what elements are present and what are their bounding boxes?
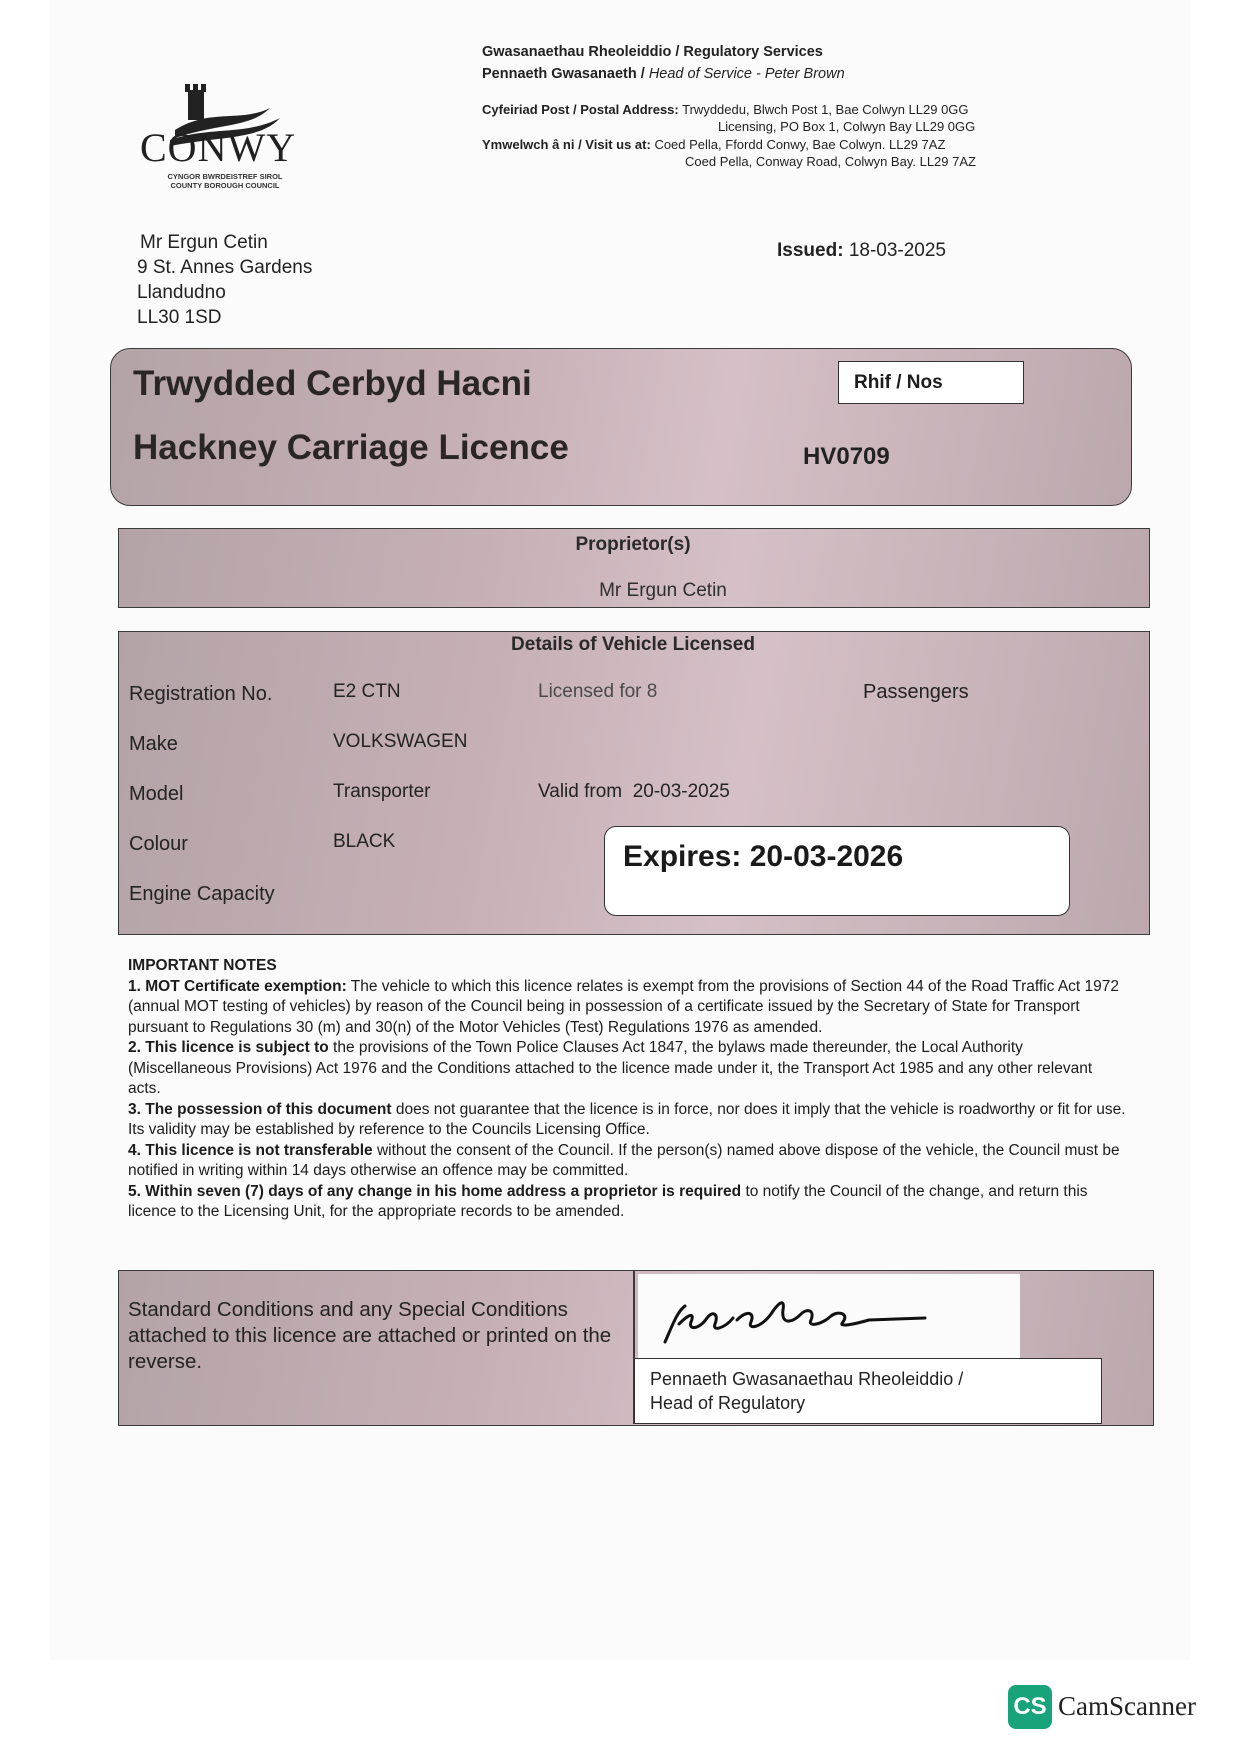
- recipient-town: Llandudno: [137, 282, 226, 303]
- note-4-lead: 4. This licence is not transferable: [128, 1141, 373, 1159]
- licence-title-english: Hackney Carriage Licence: [133, 428, 569, 467]
- model-label: Model: [129, 783, 184, 805]
- head-of-service: [482, 65, 845, 83]
- note-4: [128, 1141, 1128, 1182]
- signatory-title-english: Head of Regulatory: [650, 1393, 806, 1413]
- licensed-for: [538, 681, 657, 703]
- notes-heading: IMPORTANT NOTES: [128, 957, 277, 974]
- visit-label: Ymwelwch â ni / Visit us at:: [482, 137, 651, 152]
- signatory-title: [650, 1367, 963, 1415]
- postal-address: [482, 101, 969, 118]
- make-value: VOLKSWAGEN: [333, 731, 468, 752]
- camscanner-wordmark: CamScanner: [1058, 1691, 1196, 1721]
- signatory-title-welsh: Pennaeth Gwasanaethau Rheoleiddio /: [650, 1369, 964, 1389]
- visit-address: [482, 136, 945, 153]
- head-of-service-prefix: Pennaeth Gwasanaeth /: [482, 66, 649, 82]
- note-5-lead: 5. Within seven (7) days of any change in his home address a proprietor is required: [128, 1182, 742, 1200]
- licensed-for-label: Licensed for: [538, 681, 642, 702]
- colour-value: BLACK: [333, 831, 396, 852]
- proprietor-heading: Proprietor(s): [575, 534, 691, 555]
- council-subtitle-english: COUNTY BOROUGH COUNCIL: [170, 181, 280, 190]
- licence-title-welsh: Trwydded Cerbyd Hacni: [133, 364, 532, 403]
- valid-from: [538, 781, 730, 803]
- issued-label: Issued:: [777, 240, 844, 261]
- registration-label: Registration No.: [129, 683, 273, 705]
- model-value: Transporter: [333, 781, 431, 802]
- note-1-text: The vehicle to which this licence relates is exempt from the provisions of Section 44 of the Road Traffic Act 1972 (annual MOT testing of vehicles) by reason of the Council being in possession of a certificate issued by the Secretary of State for Transport pursuant to Regulations 30 (m) and 30(n) of the Motor Vehicles (Test) Regulations 1976 as amended.: [128, 977, 1120, 1036]
- vehicle-details-heading: Details of Vehicle Licensed: [511, 634, 755, 655]
- passengers-label: Passengers: [863, 681, 969, 703]
- issued-value: 18-03-2025: [848, 240, 947, 261]
- conwy-wordmark: CONWY: [140, 125, 297, 170]
- note-5: [128, 1182, 1128, 1223]
- note-2-lead: 2. This licence is subject to: [128, 1039, 329, 1056]
- postal-label: Cyfeiriad Post / Postal Address:: [482, 102, 679, 117]
- licence-number-label: Rhif / Nos: [838, 361, 1024, 404]
- council-subtitle-welsh: CYNGOR BWRDEISTREF SIROL: [167, 172, 283, 181]
- head-of-service-name: Head of Service - Peter Brown: [648, 66, 845, 82]
- valid-from-value: 20-03-2025: [632, 781, 730, 802]
- recipient-address: [137, 230, 312, 330]
- note-1: [128, 977, 1128, 1039]
- note-4-text: without the consent of the Council. If the person(s) named above dispose of the vehicle, the Council must be notified in writing within 14 days otherwise an offence may be committed.: [128, 1141, 1120, 1179]
- note-1-lead: 1. MOT Certificate exemption:: [128, 977, 347, 995]
- note-3: [128, 1100, 1128, 1141]
- department-title: Gwasanaethau Rheoleiddio / Regulatory Services: [482, 44, 823, 60]
- visit-line1: Coed Pella, Ffordd Conwy, Bae Colwyn. LL29 7AZ: [654, 137, 946, 152]
- conditions-text: Standard Conditions and any Special Conditions attached to this licence are attached or printed on the reverse.: [128, 1298, 612, 1373]
- engine-capacity-label: Engine Capacity: [129, 883, 275, 905]
- note-2-text: the provisions of the Town Police Clauses Act 1847, the bylaws made thereunder, the Local Authority (Miscellaneous Provisions) Act 1976 and the Conditions attached to the licence made under it, the Transport Act 1985 and any other relevant acts.: [128, 1039, 1093, 1097]
- registration-value: E2 CTN: [333, 681, 401, 702]
- expiry-date: Expires: 20-03-2026: [623, 840, 904, 873]
- note-3-text: does not guarantee that the licence is in force, nor does it imply that the vehicle is roadworthy or fit for use. Its validity may be established by reference to the Councils Licensing Office.: [128, 1100, 1126, 1138]
- note-5-text: to notify the Council of the change, and return this licence to the Licensing Unit, for the appropriate records to be amended.: [128, 1182, 1088, 1220]
- licensed-for-value: 8: [646, 681, 658, 702]
- recipient-street: 9 St. Annes Gardens: [137, 257, 313, 278]
- recipient-postcode: LL30 1SD: [137, 307, 222, 328]
- make-label: Make: [129, 733, 178, 755]
- postal-line2: Licensing, PO Box 1, Colwyn Bay LL29 0GG: [718, 119, 976, 134]
- note-2: [128, 1038, 1128, 1100]
- valid-from-label: Valid from: [538, 781, 623, 802]
- note-3-lead: 3. The possession of this document: [128, 1100, 392, 1118]
- camscanner-logo-icon: CS: [1008, 1685, 1052, 1729]
- colour-label: Colour: [129, 833, 188, 855]
- postal-line1: Trwyddedu, Blwch Post 1, Bae Colwyn LL29 0GG: [682, 102, 969, 117]
- recipient-name: Mr Ergun Cetin: [140, 232, 268, 253]
- proprietor-name: Mr Ergun Cetin: [599, 580, 727, 601]
- council-subtitle: [150, 172, 300, 190]
- licence-number: HV0709: [803, 443, 890, 470]
- important-notes: [128, 956, 1128, 1223]
- handwritten-signature: [655, 1284, 1015, 1354]
- issued-date: [777, 240, 946, 262]
- visit-line2: Coed Pella, Conway Road, Colwyn Bay. LL29 7AZ: [685, 154, 976, 169]
